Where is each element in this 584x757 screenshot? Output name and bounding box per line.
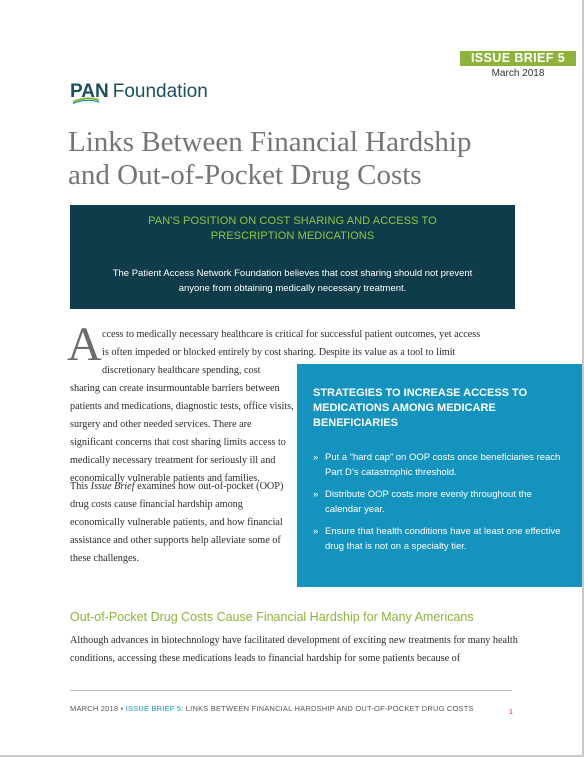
logo-pan-text: PAN: [70, 81, 109, 102]
issue-date: March 2018: [491, 68, 545, 79]
position-body-line-1: The Patient Access Network Foundation believes that cost sharing should not prevent: [112, 268, 473, 279]
para2-pre: This: [70, 481, 91, 492]
strategies-heading: STRATEGIES TO INCREASE ACCESS TO MEDICATIONS AMONG MEDICARE BENEFICIARIES: [313, 387, 528, 429]
position-heading-line-2: PRESCRIPTION MEDICATIONS: [210, 230, 375, 242]
chevron-bullet-icon: »: [313, 489, 319, 500]
logo-foundation-text: Foundation: [112, 81, 208, 102]
footer-date: MARCH 2018: [70, 704, 119, 713]
intro-line-2: is often impeded or blocked entirely by cost sharing. Despite its value as a tool to limit: [102, 347, 456, 358]
position-body: [90, 266, 495, 296]
page-number: 1: [509, 709, 513, 716]
title-line-2: and Out-of-Pocket Drug Costs: [68, 159, 422, 191]
drop-cap: A: [67, 318, 102, 371]
para2-italic: Issue Brief: [90, 481, 135, 492]
footer-divider: [70, 690, 512, 691]
strategy-item-text: Put a “hard cap” on OOP costs once beneficiaries reach Part D’s catastrophic threshold.: [325, 452, 561, 478]
strategy-item: [313, 487, 568, 517]
position-body-line-2: anyone from obtaining medically necessary treatment.: [178, 283, 407, 294]
paragraph-issue-brief: [70, 478, 295, 568]
section-heading: Out-of-Pocket Drug Costs Cause Financial Hardship for Many Americans: [70, 610, 474, 624]
page-title: [68, 126, 538, 192]
strategy-item: [313, 450, 568, 480]
strategy-item-text: Ensure that health conditions have at least one effective drug that is not on a specialty tier.: [325, 526, 561, 552]
footer: [70, 704, 510, 713]
chevron-bullet-icon: »: [313, 526, 319, 537]
logo-swoosh-icon: [72, 96, 100, 104]
strategy-item: [313, 524, 568, 554]
strategy-item-text: Distribute OOP costs more evenly throughout the calendar year.: [325, 489, 532, 515]
chevron-bullet-icon: »: [313, 452, 319, 463]
strategies-list: [313, 450, 568, 561]
intro-rest: sharing can create insurmountable barriers between patients and medications, diagnostic tests, office visits, surgery and other needed services. There are significant concerns that cost sharing limits access to medically necessary treatment for seriously ill and economically vulnerable patients and families.: [70, 383, 294, 484]
intro-line-3: discretionary healthcare spending, cost: [102, 365, 261, 376]
title-line-1: Links Between Financial Hardship: [68, 126, 472, 158]
footer-title: LINKS BETWEEN FINANCIAL HARDSHIP AND OUT-OF-POCKET DRUG COSTS: [183, 704, 474, 713]
position-heading: [70, 214, 515, 244]
footer-issue: ISSUE BRIEF 5:: [125, 704, 184, 713]
para2-post: examines how out-of-pocket (OOP) drug costs cause financial hardship among economically vulnerable patients, and how financial assistance and other supports help alleviate some of these challenges.: [70, 481, 284, 564]
section-body: Although advances in biotechnology have facilitated development of exciting new treatments for many health conditions, accessing these medications leads to financial hardship for some patients because of: [70, 635, 518, 664]
footer-separator: •: [118, 704, 126, 713]
intro-line-1: ccess to medically necessary healthcare is critical for successful patient outcomes, yet access: [102, 329, 481, 340]
position-heading-line-1: PAN'S POSITION ON COST SHARING AND ACCESS TO: [148, 215, 437, 227]
issue-badge: ISSUE BRIEF 5: [460, 51, 576, 66]
